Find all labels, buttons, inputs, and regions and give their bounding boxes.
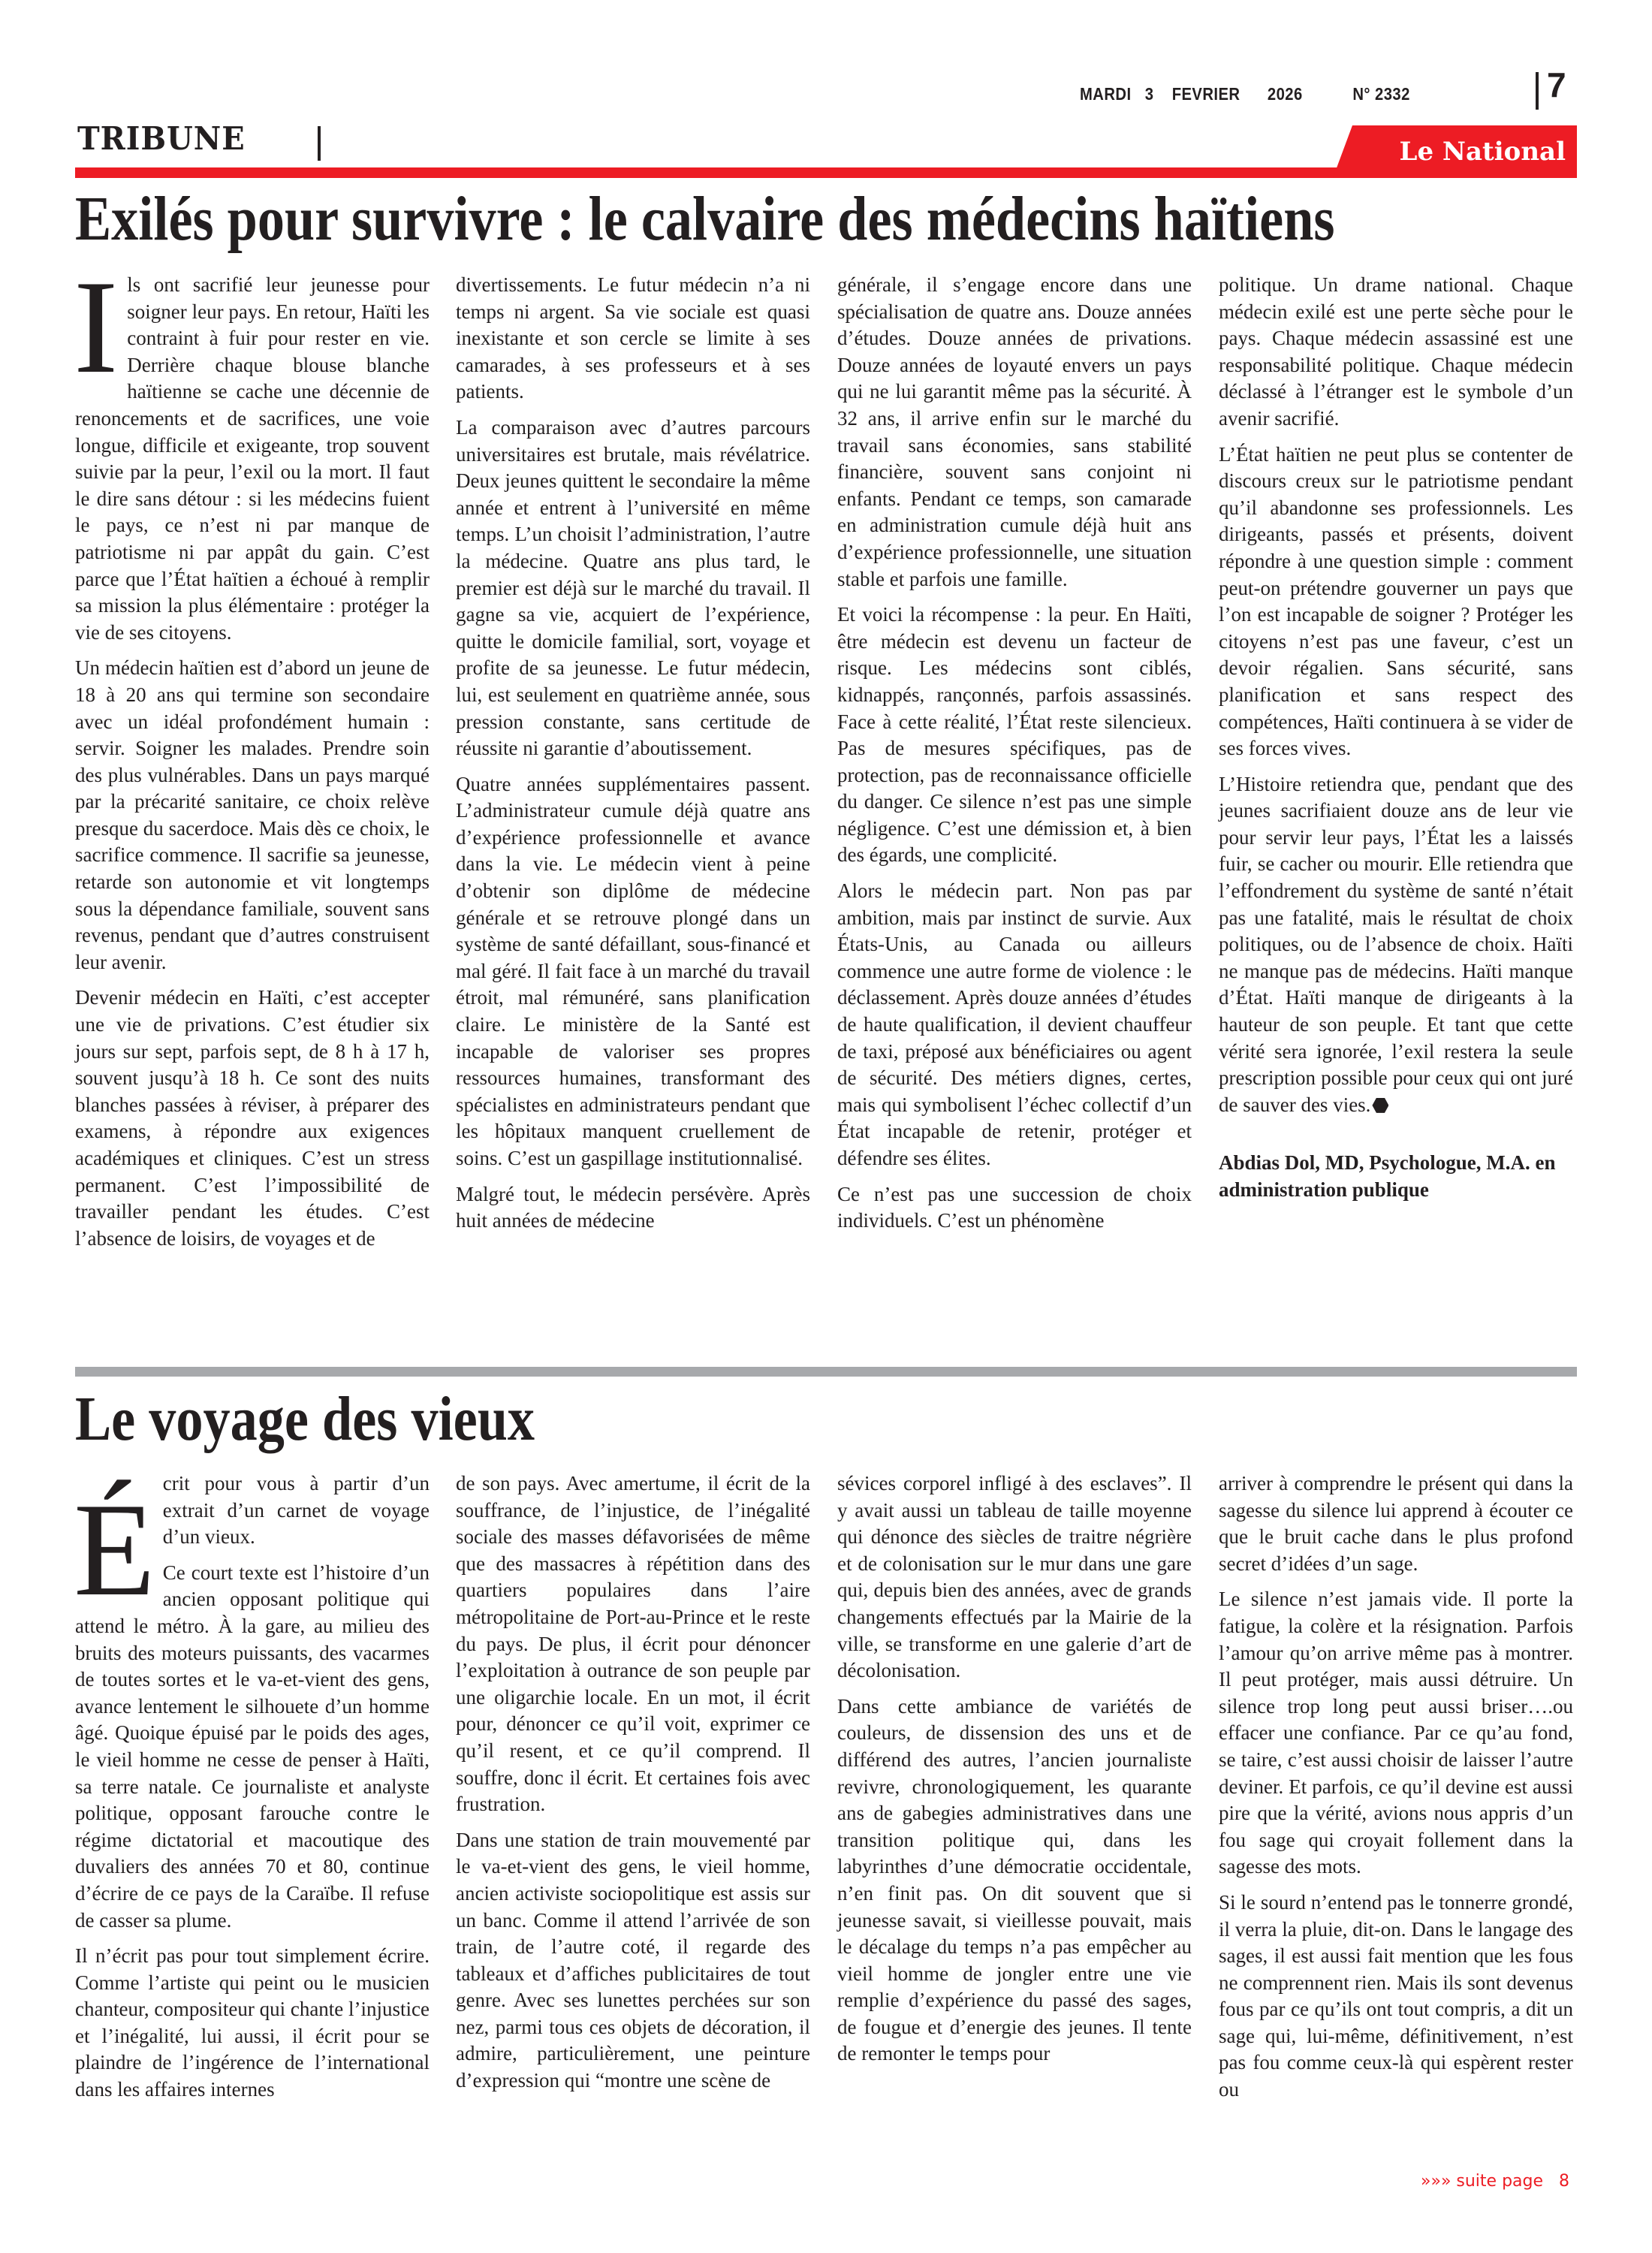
article-2-paragraph: arriver à comprendre le présent qui dans la sagesse du silence lui apprend à écouter ce que le bruit cache dans le plus profond secret d’idées d’un sage. xyxy=(1219,1472,1573,1575)
article-1-paragraph: L’Histoire retiendra que, pendant que des jeunes sacrifiaient douze ans de leur vie pour servir leur pays, l’État les a laissés fuir, se cacher ou mourir. Elle retiendra que l’effondrement du système de santé n’était pas une fatalité, mais le résultat de choix politiques, ou de l’absence de choix. Haïti ne manque pas de médecins. Haïti manque d’État. Haïti manque de dirigeants à la hauteur de son peuple. Et tant que cette vérité sera ignorée, l’exil restera la seule prescription possible pour ceux qui ont juré de sauver des vies. xyxy=(1219,772,1573,1116)
article-1-title: Exilés pour survivre : le calvaire des médecins haïtiens xyxy=(75,184,1335,254)
article-2-title: Le voyage des vieux xyxy=(75,1384,535,1454)
article-2-paragraph: Il n’écrit pas pour tout simplement écrire. Comme l’artiste qui peint ou le musicien chanteur, compositeur qui chante l’injustice et l’inégalité, lui aussi, il écrit pour se plaindre de l’ingérence de l’international dans les affaires internes xyxy=(75,1944,430,2101)
issue-year: 2026 xyxy=(1267,84,1303,104)
article-1-paragraph: générale, il s’engage encore dans une spécialisation de quatre ans. Douze années d’études. Douze années de privations. Douze années de loyauté envers un pays qui ne lui garantit même pas la sécurité. À 32 ans, il arrive enfin sur le marché du travail sans économies, sans stabilité financière, souvent sans conjoint ni enfants. Pendant ce temps, son camarade en administration cumule déjà huit ans d’expérience professionnelle, une situation stable et parfois une famille. xyxy=(837,273,1192,590)
article-2-column-4 xyxy=(1219,1470,1573,2113)
page-number: 7 xyxy=(1547,65,1566,104)
article-1-column-1 xyxy=(74,252,430,1261)
article-1-paragraph: Malgré tout, le médecin persévère. Après huit années de médecine xyxy=(456,1182,810,1232)
article-1-column-4 xyxy=(1219,272,1573,1213)
article-separator xyxy=(75,1367,1577,1377)
article-1-paragraph: Alors le médecin part. Non pas par ambition, mais par instinct de survie. Aux États-Unis, au Canada ou ailleurs commence une autre forme de violence : le déclassement. Après douze années d’études de haute qualification, il devient chauffeur de taxi, préposé aux bénéficiaires ou agent de sécurité. Des métiers dignes, certes, mais qui symbolisent l’échec collectif d’un État incapable de retenir, protéger et défendre ses élites. xyxy=(837,879,1192,1169)
article-1-column-3 xyxy=(837,272,1192,1244)
article-1-paragraph: La comparaison avec d’autres parcours universitaires est brutale, mais révélatrice. Deux jeunes quittent le secondaire la même année et entrent à l’université en même temps. L’un choisit l’administration, l’autre la médecine. Quatre ans plus tard, le premier est déjà sur le marché du travail. Il gagne sa vie, acquiert de l’expérience, quitte le domicile familial, sort, voyage et profite de sa jeunesse. Le futur médecin, lui, est seulement en quatrième année, sous pression constante, sans certitude de réussite ni garantie d’aboutissement. xyxy=(456,415,810,760)
brand-name: Le National xyxy=(1399,137,1566,167)
article-2-paragraph: Le silence n’est jamais vide. Il porte la fatigue, la colère et la résignation. Parfois l’amour qu’on arrive même pas à montrer. Il peut protéger, mais aussi détruire. Un silence trop long peut aussi briser….ou effacer une confiance. Par ce qu’au fond, se taire, c’est aussi choisir de laisser l’autre deviner. Et parfois, ce qu’il devine est aussi pire que la vérité, avions nous appris d’un fou sage qui croyait follement dans la sagesse des mots. xyxy=(1219,1588,1573,1878)
drop-cap: I xyxy=(74,252,119,401)
article-1-paragraph: Ils ont sacrifié leur jeunesse pour soigner leur pays. En retour, Haïti les contraint à fuir pour rester en vie. Derrière chaque blouse blanche haïtienne se cache une décennie de renoncements et de sacrifices, une voie longue, difficile et exigeante, trop souvent suivie par la peur, l’exil ou la mort. Il faut le dire sans détour : si les médecins fuient le pays, ce n’est ni par manque de patriotisme ni par appât du gain. C’est parce que l’État haïtien a échoué à remplir sa mission la plus élémentaire : protéger la vie de ses citoyens. xyxy=(74,252,430,644)
article-1-paragraph: Un médecin haïtien est d’abord un jeune de 18 à 20 ans qui termine son secondaire avec un idéal profondément humain : servir. Soigner les malades. Prendre soin des plus vulnérables. Dans un pays marqué par la précarité sanitaire, ce choix relève presque du sacerdoce. Mais dès ce choix, le sacrifice commence. Il sacrifie sa jeunesse, retarde son autonomie et vit longtemps sous la dépendance familiale, souvent sans revenus, pendant que d’autres construisent leur avenir. xyxy=(75,656,430,973)
article-1-paragraph: divertissements. Le futur médecin n’a ni temps ni argent. Sa vie sociale est quasi inexistante et son cercle se limite à ses camarades, à ses professeurs et à ses patients. xyxy=(456,273,810,403)
drop-cap: É xyxy=(74,1475,155,1624)
continuation-link[interactable]: »»» suite page 8 xyxy=(1421,2172,1569,2191)
section-label: TRIBUNE xyxy=(77,120,246,157)
article-2-column-1 xyxy=(75,1470,430,2113)
article-2-paragraph: Ce court texte est l’histoire d’un ancien opposant politique qui attend le métro. À la gare, au milieu des bruits des moteurs puissants, des vacarmes de toutes sortes et le va-et-vient des gens, avance lentement le silhouete d’un homme âgé. Quoique épuisé par le poids des ages, le vieil homme ne cesse de penser à Haïti, sa terre natale. Ce journaliste et analyste politique, opposant farouche contre le régime dictatorial et macoutique des duvaliers des années 70 et 80, continue d’écrire de ce pays de la Caraïbe. Il refuse de casser sa plume. xyxy=(75,1561,430,1932)
article-1-byline: Abdias Dol, MD, Psychologue, M.A. en administration publique xyxy=(1219,1151,1556,1201)
article-1-paragraph: Quatre années supplémentaires passent. L’administrateur cumule déjà quatre ans d’expérience professionnelle et avance dans la vie. Le médecin vient à peine d’obtenir son diplôme de médecine générale et se retrouve plongé dans un système de santé défaillant, sous-financé et mal géré. Il fait face à un marché du travail étroit, mal rémunéré, sans planification claire. Le ministère de la Santé est incapable de valoriser ses propres ressources humaines, transformant des spécialistes en administrateurs pendant que les hôpitaux manquent cruellement de soins. C’est un gaspillage institutionnalisé. xyxy=(456,772,810,1169)
article-2-column-2 xyxy=(456,1470,810,2104)
article-2-paragraph: sévices corporel infligé à des esclaves”. Il y avait aussi un tableau de taille moyenne qui dénonce des siècles de traitre négrière et de colonisation sur le mur dans une gare qui, depuis bien des années, avec de grands changements effectués par la Mairie de la ville, se transforme en une galerie d’art de décolonisation. xyxy=(837,1472,1192,1682)
issue-date-line xyxy=(1080,84,1410,104)
issue-day: MARDI xyxy=(1080,84,1132,104)
article-1-paragraph: Et voici la récompense : la peur. En Haïti, être médecin est devenu un facteur de risque. Les médecins sont ciblés, kidnappés, rançonnés, parfois assassinés. Face à cette réalité, l’État reste silencieux. Pas de mesures spécifiques, pas de protection, pas de reconnaissance officielle du danger. Ce silence n’est pas une simple négligence. C’est une démission et, à bien des égards, une complicité. xyxy=(837,603,1192,867)
issue-date: 3 xyxy=(1144,84,1154,104)
page-number-divider xyxy=(1536,72,1539,110)
article-1-paragraph: politique. Un drame national. Chaque médecin exilé est une perte sèche pour le pays. Chaque médecin assassiné est une responsabilité politique. Chaque médecin déclassé à l’étranger est le symbole d’un avenir sacrifié. xyxy=(1219,273,1573,430)
article-1-paragraph: Ce n’est pas une succession de choix individuels. C’est un phénomène xyxy=(837,1182,1192,1232)
article-2-paragraph: Si le sourd n’entend pas le tonnerre grondé, il verra la pluie, dit-on. Dans le langage des sages, il est aussi fait mention que les fous ne comprennent rien. Mais ils sont devenus fous par ce qu’ils ont tout compris, a dit un sage qui, lui-même, définitivement, n’est pas fou comme ceux-là qui espèrent rester ou xyxy=(1219,1890,1573,2101)
article-2-paragraph: Dans une station de train mouvementé par le va-et-vient des gens, le vieil homme, ancien activiste sociopolitique est assis sur un banc. Comme il attend l’arrivée de son train, de l’autre coté, il regarde des tableaux et d’affiches publicitaires de tout genre. Avec ses lunettes perchées sur son nez, parmi tous ces objets de décoration, il admire, particulièrement, une peinture d’expression qui “montre une scène de xyxy=(456,1828,810,2092)
hexagon-end-mark-icon xyxy=(1372,1098,1388,1113)
article-2-paragraph: de son pays. Avec amertume, il écrit de la souffrance, de l’injustice, de l’inégalité sociale des masses défavorisées de même que des massacres à répétition dans des quartiers populaires dans l’aire métropolitaine de Port-au-Prince et le reste du pays. De plus, il écrit pour dénoncer l’exploitation à outrance de son peuple par une oligarchie locale. En un mot, il écrit pour, dénoncer ce qu’il voit, exprimer ce qu’il resent, et ce qu’il comprend. Il souffre, donc il écrit. Et certaines fois avec frustration. xyxy=(456,1472,810,1816)
article-2-column-3 xyxy=(837,1470,1192,2077)
issue-month: FEVRIER xyxy=(1171,84,1241,104)
article-2-paragraph: Écrit pour vous à partir d’un extrait d’un carnet de voyage d’un vieux. xyxy=(74,1472,430,1624)
article-1-column-2 xyxy=(456,272,810,1244)
issue-number: N° 2332 xyxy=(1352,84,1410,104)
article-2-paragraph: Dans cette ambiance de variétés de couleurs, de dissension des uns et de différend des autres, l’ancien journaliste revivre, chronologiquement, les quarante ans de gabegies administratives dans une transition politique qui, dans les labyrinthes d’une démocratie occidentale, n’en finit pas. On dit souvent que si jeunesse savait, si vieillesse pouvait, mais le décalage du temps n’a pas empêcher au vieil homme de jongler entre une vie remplie d’expérience du passé des sages, de fougue et d’energie des jeunes. Il tente de remonter le temps pour xyxy=(837,1694,1192,2065)
article-1-paragraph: L’État haïtien ne peut plus se contenter de discours creux sur le patriotisme pendant qu’il abandonne ses professionnels. Les dirigeants, passés et présents, doivent répondre à une question simple : comment peut-on prétendre gouverner un pays que l’on est incapable de soigner ? Protéger les citoyens n’est pas une faveur, c’est un devoir régalien. Sans sécurité, sans planification et sans respect des compétences, Haïti continuera à se vider de ses forces vives. xyxy=(1219,442,1573,760)
section-divider xyxy=(318,126,321,161)
article-1-paragraph: Devenir médecin en Haïti, c’est accepter une vie de privations. C’est étudier six jours sur sept, parfois sept, de 8 h à 17 h, souvent jusqu’à 18 h. Ce sont des nuits blanches passées à réviser, à préparer des examens, à répondre aux exigences académiques et cliniques. C’est un stress permanent. C’est l’impossibilité de travailler pendant les études. C’est l’absence de loisirs, de voyages et de xyxy=(75,986,430,1250)
